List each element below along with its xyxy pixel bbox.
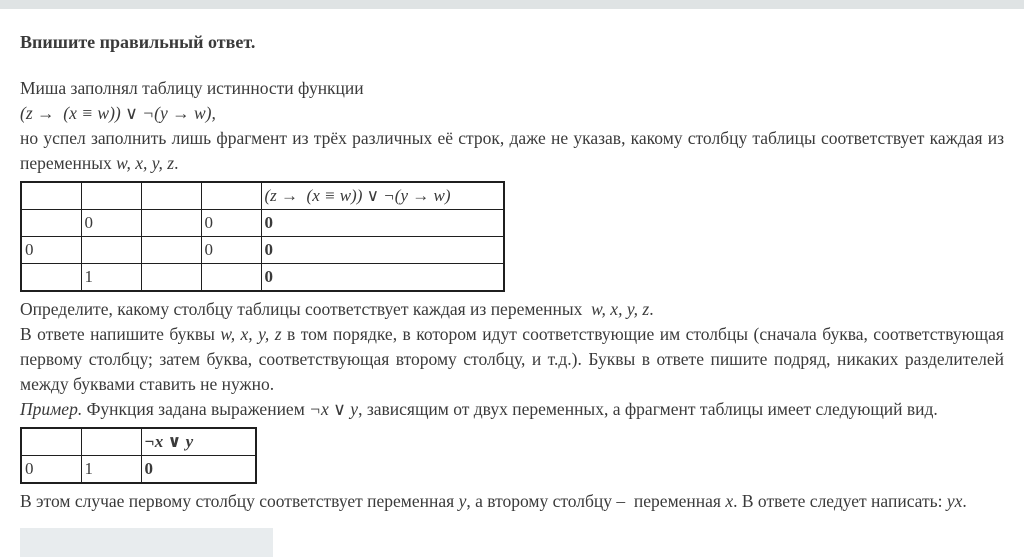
example-outro: В этом случае первому столбцу соответствует переменная y, а второму столбцу – переменная x. В ответе следует написать: yx. [20,491,967,511]
function-value-cell: 0 [261,264,504,292]
answer-input[interactable] [20,528,273,557]
table-row [21,456,256,484]
example-formula-cell: ¬x ∨ y [141,428,256,456]
table-cell [81,237,141,264]
table-cell [21,210,81,237]
table-cell [141,264,201,292]
table-cell: 1 [81,456,141,484]
problem-intro-line: Миша заполнял таблицу истинности функции [20,78,364,98]
table-cell [201,264,261,292]
example-value-cell: 0 [141,456,256,484]
page-title: Впишите правильный ответ. [20,32,256,52]
table-cell [141,237,201,264]
table-row [21,210,504,237]
example-table-header-row [21,428,256,456]
table-cell: 0 [81,210,141,237]
table-row [21,264,504,292]
table-cell: 1 [81,264,141,292]
table-cell: 0 [201,210,261,237]
instruction-determine: Определите, какому столбцу таблицы соответствует каждая из переменных w, x, y, z. [20,299,654,319]
example-intro: Пример. Функция задана выражением ¬x ∨ y, зависящим от двух переменных, а фрагмент таблицы имеет следующий вид. [20,399,938,419]
table-cell [21,264,81,292]
question-page [0,9,1024,557]
function-formula-cell: (z → (x ≡ w)) ∨ ¬(y → w) [261,182,504,210]
table-cell [81,428,141,456]
truth-table [20,181,505,292]
table-cell [141,210,201,237]
problem-intro-continued: но успел заполнить лишь фрагмент из трёх различных её строк, даже не указав, какому столбцу таблицы соответствует каждая из переменных w, x, y, z. [20,128,1004,173]
function-value-cell: 0 [261,210,504,237]
table-cell [21,428,81,456]
table-cell [81,182,141,210]
problem-statement [20,76,1004,176]
instruction-answer-format: В ответе напишите буквы w, x, y, z в том порядке, в котором идут соответствующие им столбцы (сначала буква, соответствующая первому столбцу; затем буква, соответствующая второму столбцу, и т.д.). Буквы в ответе пишите подряд, никаких разделителей между буквами ставить не нужно. [20,324,1004,394]
table-cell [141,182,201,210]
table-cell: 0 [201,237,261,264]
top-bar [0,0,1024,9]
table-row [21,237,504,264]
formula-line: (z → (x ≡ w)) ∨ ¬(y → w), [20,103,216,123]
table-cell [21,182,81,210]
truth-table-header-row [21,182,504,210]
function-value-cell: 0 [261,237,504,264]
example-table [20,427,257,484]
table-cell: 0 [21,456,81,484]
table-cell [201,182,261,210]
table-cell: 0 [21,237,81,264]
instructions [20,297,1004,422]
